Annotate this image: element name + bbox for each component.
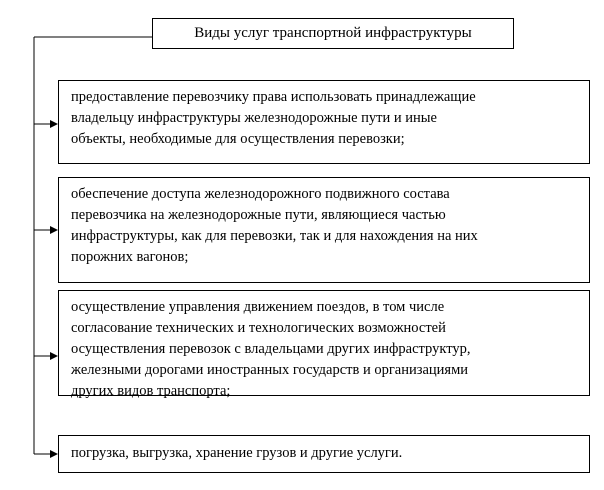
service-item-box-2: [58, 177, 590, 283]
item-2-line-1: обеспечение доступа железнодорожного подвижного состава: [71, 186, 450, 202]
item-2-line-4: порожних вагонов;: [71, 249, 189, 265]
item-3-line-3: осуществления перевозок с владельцами других инфраструктур,: [71, 341, 471, 357]
diagram-title-box: [152, 18, 514, 49]
service-item-box-1: [58, 80, 590, 164]
item-1-line-3: объекты, необходимые для осуществления перевозки;: [71, 131, 405, 147]
item-4-line-1: погрузка, выгрузка, хранение грузов и другие услуги.: [71, 445, 403, 461]
service-item-box-4: [58, 435, 590, 473]
item-2-line-2: перевозчика на железнодорожные пути, являющиеся частью: [71, 207, 446, 223]
diagram-title: Виды услуг транспортной инфраструктуры: [194, 25, 472, 41]
item-3-line-2: согласование технических и технологических возможностей: [71, 320, 446, 336]
item-3-line-5: других видов транспорта;: [71, 383, 231, 399]
service-item-box-3: [58, 290, 590, 399]
item-3-line-1: осуществление управления движением поездов, в том числе: [71, 299, 445, 315]
item-2-line-3: инфраструктуры, как для перевозки, так и для нахождения на них: [71, 228, 478, 244]
item-3-line-4: железными дорогами иностранных государств и организациями: [71, 362, 469, 378]
item-1-line-2: владельцу инфраструктуры железнодорожные пути и иные: [71, 110, 437, 126]
item-1-line-1: предоставление перевозчику права использовать принадлежащие: [71, 89, 476, 105]
